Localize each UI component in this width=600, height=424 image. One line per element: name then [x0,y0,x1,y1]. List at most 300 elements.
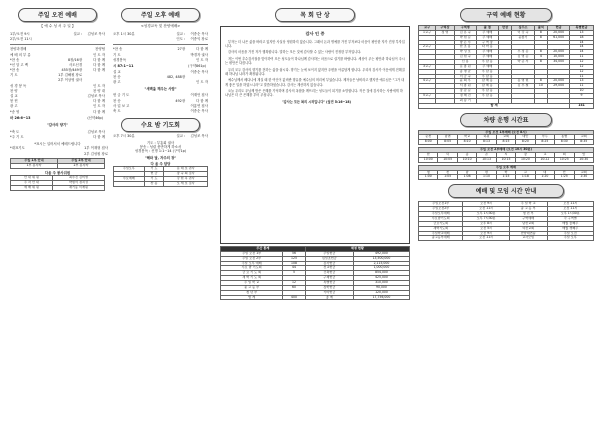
scripture-ref: 시 87:1~11 [113,64,134,69]
table-cell: 12 [570,64,594,69]
table-cell: 주일오전1부 [419,202,463,207]
table-cell: 교회 [496,135,515,140]
table-cell: 중 고 등 부 [509,207,547,212]
table-cell: 12 [570,69,594,74]
table-cell: 1:20 [535,175,554,180]
leader-row [113,37,208,42]
table-header: 출석 [534,26,548,31]
message-paragraph: 저는 이번 추수감사절을 맞이하여 모든 성도들이 하나님께 감사하는 마음으로 살기를 바랍니다. 세상이 주는 평안과 하나님이 주시는 평안은 다릅니다. [225,56,405,66]
table-cell: 29,000 [548,84,570,89]
table-cell: 신 용 [454,60,476,65]
table-cell: 남 해 동 [476,84,498,89]
message-paragraph: 부자는 더 나은 삶을 바라고 있지만 사실상 영원하지 않습니다. 그래서 돈과 명예를 가진 부자보다 마음이 평안한 자가 진정 부자입니다. [225,39,405,49]
scripture-row [113,64,208,69]
table-cell: 천 [438,170,457,175]
table-cell: 10:25 [555,157,574,162]
table-cell: 425,000 [353,276,409,281]
table-cell: 10:20 [516,157,535,162]
prayer-row-r: 2부 김성원 장로 [84,151,109,156]
order-row-r: 이종순 목사 [190,69,208,74]
order-row [10,109,105,114]
order-row-m: 27장 [177,47,186,52]
sermon-title: "새벽을 깨우는 사람" [144,86,177,91]
sermon-title: "감사의 향기" [46,122,69,127]
order-row-l: 예 배 의 부 름 [10,52,31,57]
scripture-page: (신약46p) [87,116,103,121]
servant-table-2 [10,175,105,191]
table-cell: 8 [534,30,548,35]
table-cell: 10 [534,84,548,89]
table-cell: 우 남 동 [476,94,498,99]
table-cell: 주일 오후 예배 [221,261,283,266]
district-header: 구역 예배 현황 [460,8,552,22]
order-row-l: 기 도 [10,73,18,78]
table-cell: 찬 송 [144,181,164,186]
meeting-times-header: 예배 및 모임 시간 안내 [448,184,564,198]
table-cell: 윤 희 우 [454,79,476,84]
table-cell: 61,000 [548,35,570,40]
table-cell: 125 [283,256,305,261]
benediction-row-l: *축 도 [10,129,20,134]
order-row-m: 사도신경 [69,62,83,67]
table-cell: 우 남 동 [476,69,498,74]
table-cell: 김 유 숙 [454,30,476,35]
leader-row-r: 이종익 장로 [190,37,208,42]
table-cell: 310,000 [353,281,409,286]
table-cell: 오후 1시30분 [547,212,593,217]
table-cell: 주 예배 [476,55,498,60]
benediction-row-l: *주 기 도 [10,134,24,139]
table-cell: 492,000 [353,251,409,256]
order-row-r: 찬양팀 [95,47,105,52]
order-row-r: 이재언 집사 [190,93,208,98]
table-cell: 1:05 [438,175,457,180]
table-cell: 장 숙 희 집사 [164,171,208,176]
order-row-m: 2부 이상영 권사 [58,78,83,83]
district-table [418,25,594,109]
district-total-label: 합 계 [419,103,570,108]
order-row-l: 찬 송 [113,98,121,103]
table-cell: 12 [570,60,594,65]
table-cell: 400 [283,295,305,300]
table-cell: 20,000 [548,79,570,84]
bus-time-row [419,157,594,162]
table-cell: 1:15 [496,175,515,180]
stats-row [221,295,410,300]
table-cell: 108 [283,261,305,266]
table-cell: 주 일 학 교 [509,202,547,207]
table-cell: 오전 9시 [463,202,509,207]
table-cell: 주일 오전 [547,231,593,236]
table-header: 출 철 [476,26,498,31]
afternoon-worship-header: 주일 오후 예배 [121,8,200,22]
table-cell: 건축헌금 [305,271,353,276]
leader-row-l: 오후 1시 30분 [113,31,135,36]
table-cell: 박범석 정치성 [53,181,105,186]
table-cell: 앞 [574,153,594,158]
pastor-message-box [220,26,410,244]
table-header: 헌금 [548,26,570,31]
table-cell: 예 배 위 원 [11,185,53,190]
prayer-row-l: *대표기도 [10,146,25,151]
table-cell: 3교구 [419,64,436,69]
table-cell: 찬양대연습 [509,231,547,236]
order-row-r: 다 함 께 [196,47,208,52]
table-cell: 주일오전2부 [419,207,463,212]
table-cell: 8:25 [535,140,554,145]
table-cell: 2교구 [419,45,436,50]
order-row-l: 설 교 [10,94,18,99]
table-cell: 십일조헌금 [305,256,353,261]
next-week-duty-table [113,166,208,186]
order-row-l: 찬양과경배 [10,47,27,52]
table-cell: 854,000 [353,271,409,276]
table-cell: 11 [570,74,594,79]
table-cell: 남 해 동 [476,79,498,84]
morning-worship-header: 주일 오전 예배 [18,8,97,22]
table-cell: 박 성 호 [454,50,476,55]
wed-leader-row-m: 설교 : [176,134,186,139]
table-cell [114,181,145,186]
table-cell: 우 정 문 [512,50,534,55]
order-row-r: 이흥연 집사 [190,103,208,108]
table-cell: 문 대 호 권사 [164,167,208,172]
order-row-m: 8장/16장 [67,57,83,62]
table-cell: 합 계 [221,295,283,300]
table-cell: 방 은 수 [454,40,476,45]
scripture-ref: 마 26:6~13 [10,116,31,121]
table-cell: 1,000,000 [353,266,409,271]
leader-row-l: 1부/오전 9시 [10,31,30,36]
table-cell: 수요 밤 기도회 [221,266,283,271]
table-cell: 오후 1시30분 [463,212,509,217]
table-cell: 새벽기도회 [419,226,463,231]
table-cell: 남 [457,170,476,175]
table-cell: 청 년 부 [221,290,283,295]
table-cell: 10 [570,89,594,94]
table-cell: 기타헌금 [305,290,353,295]
table-cell: 남선교회 [509,221,547,226]
wed-info-line: 기도 : 부흥회 권사 [146,140,175,145]
table-cell: 정 해 진 [454,94,476,99]
benediction-row-r: 다 함 께 [93,134,105,139]
table-cell: 주 예배 [476,30,498,35]
table-cell: 8:00 [419,140,438,145]
wednesday-prayer-header: 수요 밤 기도회 [121,118,200,132]
table-cell: 장 갑 순 [454,89,476,94]
table-cell: 주일오후예배 [419,212,463,217]
bus-section-title: 주일 오전 1부예배 (오전 8시) [419,130,594,135]
table-cell: 1:08 [457,175,476,180]
table-cell: 8:15 [496,140,515,145]
bus-section-title: 주일 오후 예배 [419,165,594,170]
order-row-l: 봉 헌 [10,99,18,104]
table-cell: 1:25 [555,175,574,180]
order-row-l: 성경봉독 [113,57,127,62]
table-cell: 대 [535,170,554,175]
order-row-r: 다 함 께 [93,109,105,114]
order-row-r: 다 함 께 [196,98,208,103]
prayer-row [10,151,109,156]
order-row-r: 인 도 자 [93,83,105,88]
servant-row [11,185,105,190]
table-cell: 2부 봉사자 [58,164,105,169]
morning-worship-subtitle: 【 예 수 성 서 주 일 】 [39,24,76,28]
wed-info-line: 봉송 : 성령 충만하게 하소서 [139,145,182,150]
wed-leader-row [113,134,208,139]
table-cell: 14 [570,45,594,50]
table-cell: 정 영 [435,30,454,35]
order-row-r: 찬 양 대 [93,88,105,93]
servant-table-1 [10,158,105,169]
table-header: 교구 [419,26,436,31]
table-header: 구역장 [435,26,454,31]
order-row-r: 박경자 권사 [190,52,208,57]
table-cell: 덕 [438,153,457,158]
table-cell: 주 일 학 교 [221,281,283,286]
bus-schedule-header: 차량 운행 시간표 [460,113,552,127]
table-cell: 면 [477,170,496,175]
table-cell: 오전 11시 [463,207,509,212]
bus-time-row [419,140,594,145]
afternoon-worship-subtitle: <성경교독 및 찬양예배> [140,24,181,28]
table-cell: 우 남 동 [476,60,498,65]
order-row [113,47,208,52]
table-cell: 오전 11시 [463,236,509,241]
table-cell: 강 현 옥 권사 [164,176,208,181]
table-cell: 10:22 [535,157,554,162]
order-row-l: *찬 송 [10,57,20,62]
order-row-m: 1부 김해원 장로 [58,73,83,78]
table-cell: 8:05 [438,140,457,145]
table-cell: 20,000 [548,30,570,35]
table-cell: 송 [457,153,476,158]
bus-time-row [419,175,594,180]
table-cell: 특별헌금 [305,281,353,286]
leader-row-l: 2부/오전 11시 [10,37,32,42]
table-header: 주일 1부 안내 [11,159,58,164]
table-cell: 8:10 [457,140,476,145]
table-cell: 송 영 현 [512,79,534,84]
table-cell: 중 고 등 부 [221,285,283,290]
table-cell: 최수진 김미영 [53,176,105,181]
table-cell: 오전 11시 [547,202,593,207]
table-cell: 8:30 [555,140,574,145]
table-header: 특별헌금 [570,26,594,31]
stats-header: 주간 통계 [221,247,306,252]
table-cell: 감사헌금 [305,261,353,266]
message-paragraph: 우리 모두 감사의 향기를 전하는 삶을 삽시다. 향기는 눈에 보이지 않지만 주변을 아름답게 합니다. 우리의 감사가 이웃에게 전해질 때 하나님 나라가 확장됩니다. [225,67,405,76]
order-row-l: 축 도 [113,108,121,113]
table-cell: 교 [516,170,535,175]
wed-info-line: 성경봉독 : 신명 1:1~14 (구약1p) [134,149,187,154]
order-row-l: 설 교 [113,69,121,74]
table-cell: 한 조 용 [454,45,476,50]
order-row-l: *송 영 [10,109,20,114]
benediction-row-r: 김성조 목사 [87,129,105,134]
table-cell: 각 구역별 [547,216,593,221]
table-cell: 김 영 순 [512,55,534,60]
table-cell: 1부 봉사자 [11,164,58,169]
table-cell: 13,500,000 [353,256,409,261]
table-cell: 학교 [457,135,476,140]
table-cell: 촌 [477,153,496,158]
table-cell: 교사모임 [509,236,547,241]
table-header: 구역명 [454,26,476,31]
standing-note: *표시는 일어서서 예배드립니다 [34,141,81,146]
table-header: 반장 [498,26,512,31]
table-cell: 채기동 이재원 [53,185,105,190]
table-cell: 대안 [516,135,535,140]
order-row-l: 헌 금 기 도 [113,93,130,98]
table-cell: 총 계 [305,295,353,300]
pastor-column [220,8,410,300]
table-cell: 선교헌금 [305,266,353,271]
leader-row-m: 설교 : [73,31,83,36]
message-paragraph: 감사의 마음을 가진 자가 행복합니다. 말하는 모든 것에 감사할 수 있는 사람이 진정한 부자입니다. [228,50,362,55]
order-row-r: 다 함 께 [93,62,105,67]
table-header: 집주소 [512,26,534,31]
table-cell: 8 [534,60,548,65]
order-row-r: 인 도 자 [93,104,105,109]
pastor-header: 목 회 단 상 [275,8,355,22]
table-cell: 다 마 동 [476,45,498,50]
table-cell: 10:05 [438,157,457,162]
wed-leader-row-l: 오후 7시 30분 [113,134,135,139]
table-cell: 12 [283,281,305,286]
order-row-l: *찬 송 [113,47,123,52]
table-cell: 수요예배 [114,176,145,181]
table-cell: 기 도 [144,167,164,172]
message-signature: "감사는 모든 복의 시작입니다" (살전 5:16~18) [282,99,351,104]
order-row-l: 광 고 [10,104,18,109]
order-row-r: 인 도 자 [196,57,208,62]
table-cell: 농협 [555,135,574,140]
order-row-r: 다 함 께 [93,68,105,73]
table-cell: 남면 [438,135,457,140]
table-cell: 1:18 [516,175,535,180]
table-cell: 최 승 기 [454,98,476,103]
table-cell: 8 [534,50,548,55]
table-cell: 2,115,000 [353,261,409,266]
table-cell: 8 [534,79,548,84]
wednesday-sermon-title: "해와 달, 자주의 장" [144,155,177,160]
table-cell: 9 [570,94,594,99]
table-cell: 안 내 위 원 [11,176,53,181]
message-paragraph: 예수님께서 베다니에 계실 때 한 여인이 값비싼 향유를 예수님의 머리에 부었습니다. 제자들은 낭비라고 했지만 예수님은 "그가 내게 좋은 일을 하였느니라"고 말씀하셨습니다. 감사는 계산하지 않습니다. [225,78,405,87]
table-cell: 금 요 기 도 회 [221,271,283,276]
table-cell: 주일학교예배 [419,231,463,236]
table-cell: 주일오후 [114,167,145,172]
benediction-row [10,134,105,139]
order-row-l: 기 도 [113,52,121,57]
order-row [10,57,105,62]
table-cell: 우 남 동 [476,74,498,79]
table-cell: 오전 9시 [463,231,509,236]
table-cell: 주일헌금 [305,251,353,256]
table-cell: 매월 둘째주 [547,221,593,226]
table-cell: 8:13 [477,140,496,145]
table-cell: 오 세 호 집사 [164,181,208,186]
stats-finance-table [220,246,410,300]
order-row-r: 김성조 목사 [87,94,105,99]
message-title: 감사 인 증 [305,31,325,36]
next-week-duty-title: 다 음 주 담당 [150,161,171,166]
order-row-m: 482, 488장 [166,74,186,79]
table-cell: 김 우 철 [512,84,534,89]
afternoon-worship-column [113,8,208,187]
leader-row-r: 이종순 목사 [190,31,208,36]
table-cell: 13 [570,79,594,84]
table-cell: 4 [534,55,548,60]
table-cell: 11 [570,84,594,89]
bus-section-table [418,147,594,163]
table-cell: 10:00 [419,157,438,162]
wed-leader-row-r: 김성조 목사 [190,134,208,139]
table-cell: 56 [283,251,305,256]
table-cell: 교회 [574,135,594,140]
table-cell: 34,000 [548,60,570,65]
leader-row-r: 김성조 목사 [87,31,105,36]
table-cell: 오전 5시 [463,226,509,231]
table-cell: 우 남 동 [476,89,498,94]
table-cell: 8:20 [516,140,535,145]
table-cell: 구제헌금 [305,276,353,281]
table-cell: 주일 오전 1부 [221,251,283,256]
order-row-l: 찬 양 [10,88,18,93]
table-cell: 순천 [419,135,438,140]
table-cell: 주일 오전 2부 [221,256,283,261]
table-cell: 1:10 [477,175,496,180]
table-cell: 여선교회 [509,226,547,231]
order-row [113,108,208,113]
table-cell: 부두 [535,135,554,140]
table-cell: 윤종기 [512,35,534,40]
order-row-m: 455장/449장 [61,68,83,73]
scripture-page: (구약861p) [188,64,206,69]
district-total-value: 141 [570,103,594,108]
table-cell: 구 역 장 [476,40,498,45]
order-row-r: 인 도 자 [93,52,105,57]
order-row [113,98,208,103]
table-cell: 오후 7시30분 [463,216,509,221]
table-cell: 8 [534,35,548,40]
finance-header: 재정 현황 [305,247,409,252]
table-cell: 주 예배 [476,35,498,40]
order-row-l: *찬 송 [10,68,20,73]
table-cell: 시 [496,153,515,158]
table-cell: 한 [419,153,438,158]
prayer-row-r: 1부 이재형 집사 [84,146,109,151]
table-cell: 교회 [574,170,594,175]
morning-worship-column [10,8,109,191]
table-cell: 5교구 [419,94,436,99]
next-week-servants-title: 다음 주 봉사위원 [44,170,71,175]
table-cell: 11 [570,55,594,60]
order-row [113,57,208,62]
order-row-m: 492장 [175,98,186,103]
table-cell: 문 종 원 [454,64,476,69]
table-cell: 수요밤기도회 [419,216,463,221]
table-cell: 교 [535,153,554,158]
order-row-l: 찬 송 [113,74,121,79]
table-cell: 오후 8시 [463,221,509,226]
meeting-times-table [418,201,594,241]
order-row-l: 성 경 봉 독 [10,83,27,88]
table-cell: 송 명 균 [454,69,476,74]
table-cell: 120,000 [353,290,409,295]
table-cell: 주 예배 [476,50,498,55]
